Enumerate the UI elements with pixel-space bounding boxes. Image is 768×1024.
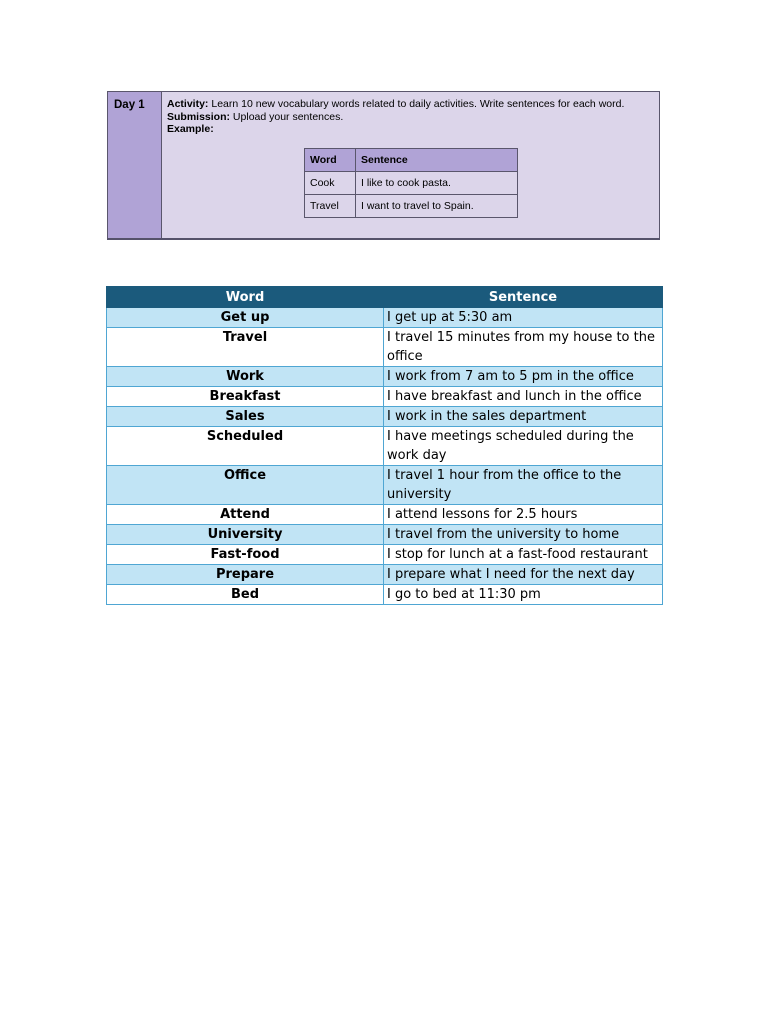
vocab-word: University bbox=[107, 525, 384, 545]
vocab-word: Prepare bbox=[107, 565, 384, 585]
vocab-word: Travel bbox=[107, 328, 384, 367]
day-activity-box bbox=[107, 91, 660, 240]
vocab-sentence: I prepare what I need for the next day bbox=[384, 565, 663, 585]
submission-key: Submission: bbox=[167, 110, 231, 123]
vocab-word: Attend bbox=[107, 505, 384, 525]
table-row bbox=[107, 505, 663, 525]
example-row bbox=[305, 172, 518, 195]
vocab-word: Work bbox=[107, 367, 384, 387]
vocab-word: Fast-food bbox=[107, 545, 384, 565]
vocab-word: Bed bbox=[107, 585, 384, 605]
vocab-word: Sales bbox=[107, 407, 384, 427]
table-row bbox=[107, 427, 663, 466]
vocab-sentence: I stop for lunch at a fast-food restaurant bbox=[384, 545, 663, 565]
table-row bbox=[107, 407, 663, 427]
table-row bbox=[107, 565, 663, 585]
table-row bbox=[107, 328, 663, 367]
example-header-word: Word bbox=[305, 149, 356, 172]
example-word: Cook bbox=[305, 172, 356, 195]
vocab-sentence: I get up at 5:30 am bbox=[384, 308, 663, 328]
vocab-sentence: I travel 15 minutes from my house to the office bbox=[384, 328, 663, 367]
vocab-sentence: I have meetings scheduled during the work day bbox=[384, 427, 663, 466]
example-sentence: I like to cook pasta. bbox=[356, 172, 518, 195]
activity-text: Learn 10 new vocabulary words related to daily activities. Write sentences for each word. bbox=[208, 98, 625, 110]
example-row bbox=[305, 195, 518, 218]
vocab-word: Breakfast bbox=[107, 387, 384, 407]
activity-line bbox=[167, 98, 624, 111]
vocab-word: Get up bbox=[107, 308, 384, 328]
day-column bbox=[108, 92, 162, 238]
example-key: Example: bbox=[167, 123, 214, 135]
vocab-sentence: I have breakfast and lunch in the office bbox=[384, 387, 663, 407]
table-row bbox=[107, 387, 663, 407]
vocab-sentence: I travel 1 hour from the office to the university bbox=[384, 466, 663, 505]
vocab-sentence: I travel from the university to home bbox=[384, 525, 663, 545]
submission-line bbox=[167, 111, 624, 124]
table-row bbox=[107, 367, 663, 387]
example-word: Travel bbox=[305, 195, 356, 218]
vocab-word: Scheduled bbox=[107, 427, 384, 466]
vocab-sentence: I work from 7 am to 5 pm in the office bbox=[384, 367, 663, 387]
vocab-sentence: I work in the sales department bbox=[384, 407, 663, 427]
example-header-row bbox=[305, 149, 518, 172]
table-row bbox=[107, 308, 663, 328]
vocab-sentence: I go to bed at 11:30 pm bbox=[384, 585, 663, 605]
vocab-word: Office bbox=[107, 466, 384, 505]
example-header-sentence: Sentence bbox=[356, 149, 518, 172]
example-table bbox=[304, 148, 518, 218]
table-row bbox=[107, 585, 663, 605]
vocab-header-row bbox=[107, 287, 663, 308]
activity-key: Activity: bbox=[167, 98, 209, 110]
submission-text: Upload your sentences. bbox=[230, 110, 344, 123]
example-line bbox=[167, 123, 624, 136]
table-row bbox=[107, 545, 663, 565]
vocabulary-table bbox=[106, 286, 663, 605]
day-label: Day 1 bbox=[114, 99, 145, 111]
vocab-header-sentence: Sentence bbox=[384, 287, 663, 308]
vocab-header-word: Word bbox=[107, 287, 384, 308]
table-row bbox=[107, 466, 663, 505]
table-row bbox=[107, 525, 663, 545]
vocab-sentence: I attend lessons for 2.5 hours bbox=[384, 505, 663, 525]
example-sentence: I want to travel to Spain. bbox=[356, 195, 518, 218]
activity-details bbox=[167, 98, 624, 136]
